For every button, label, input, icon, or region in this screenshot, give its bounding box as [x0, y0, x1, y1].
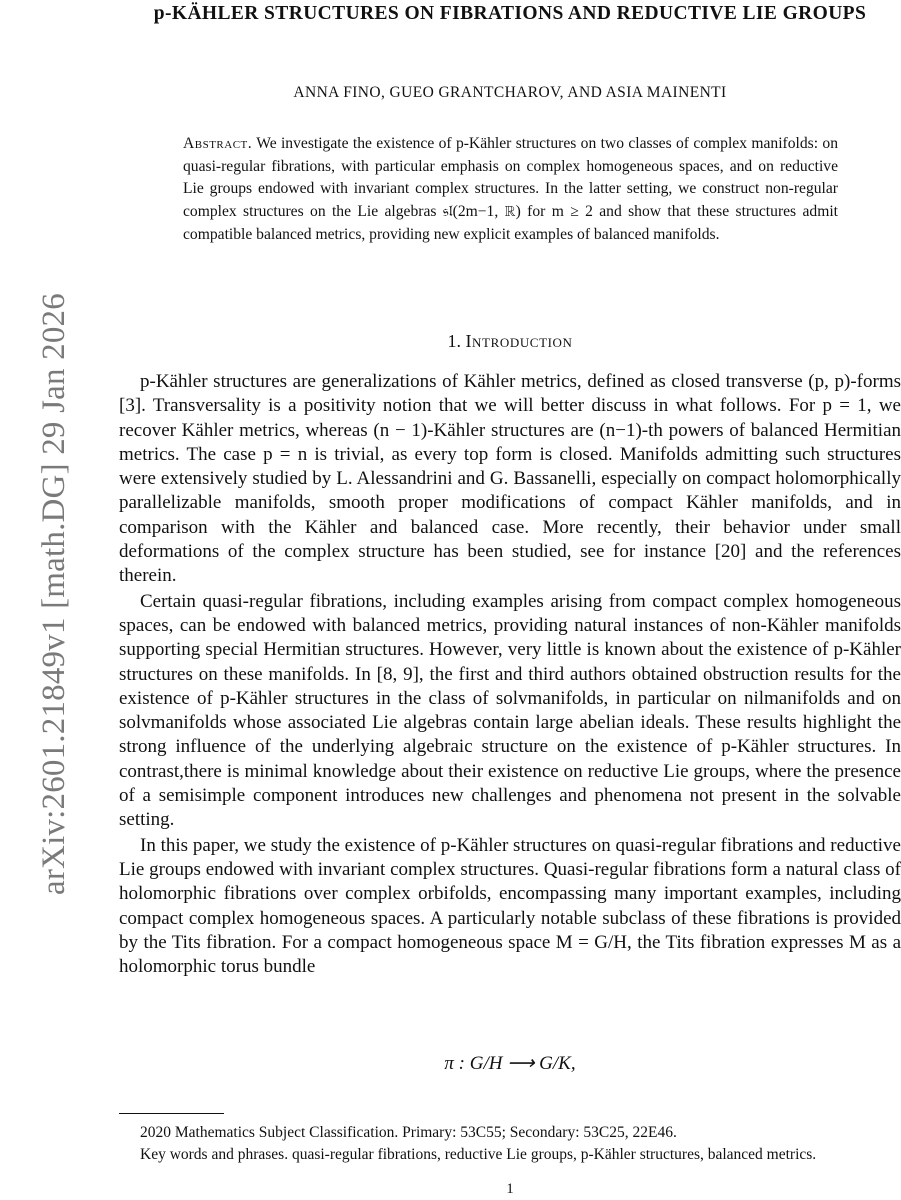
section-number: 1. — [447, 331, 461, 351]
paper-authors: ANNA FINO, GUEO GRANTCHAROV, AND ASIA MAINENTI — [293, 84, 727, 101]
footnotes — [119, 1122, 901, 1165]
keywords-footnote: Key words and phrases. quasi-regular fibrations, reductive Lie groups, p-Kähler structures, balanced metrics. — [140, 1145, 817, 1163]
msc-footnote: 2020 Mathematics Subject Classification. Primary: 53C55; Secondary: 53C25, 22E46. — [140, 1124, 677, 1141]
paragraph: Certain quasi-regular fibrations, including examples arising from compact complex homogeneous spaces, can be endowed with balanced metrics, providing natural instances of non-Kähler manifolds supporting special Hermitian structures. However, very little is known about the existence of p-Kähler structures on these manifolds. In [8, 9], the first and third authors obtained obstruction results for the existence of p-Kähler structures in the class of solvmanifolds, in particular on nilmanifolds and on solvmanifolds whose associated Lie algebras contain large abelian ideals. These results highlight the strong influence of the underlying algebraic structure on the existence of p-Kähler structures. In contrast,there is minimal knowledge about their existence on reductive Lie groups, where the presence of a semisimple component introduces new challenges and phenomena not present in the solvable setting. — [119, 590, 901, 831]
section-heading — [110, 331, 901, 352]
arxiv-identifier-stamp: arXiv:2601.21849v1 [math.DG] 29 Jan 2026 — [36, 293, 72, 895]
page-number: 1 — [506, 1181, 514, 1197]
footnote-rule — [119, 1113, 224, 1114]
introduction-body — [119, 370, 901, 980]
abstract-label: Abstract. — [183, 135, 253, 152]
paragraph: p-Kähler structures are generalizations of Kähler metrics, defined as closed transverse (p, p)-forms [3]. Transversality is a positivity notion that we will better discuss in what follows. For p = 1, we recover Kähler metrics, whereas (n − 1)-Kähler structures are (n−1)-th powers of balanced Hermitian metrics. The case p = n is trivial, as every top form is closed. Manifolds admitting such structures were extensively studied by L. Alessandrini and G. Bassanelli, especially on compact holomorphically parallelizable manifolds, smooth proper modifications of compact Kähler manifolds, and in comparison with the Kähler and balanced case. More recently, their behavior under small deformations of the complex structure has been studied, see for instance [20] and the references therein. — [119, 371, 901, 587]
section-title: Introduction — [465, 331, 573, 351]
paper-title: p-KÄHLER STRUCTURES ON FIBRATIONS AND REDUCTIVE LIE GROUPS — [153, 3, 867, 24]
abstract-text: We investigate the existence of p-Kähler structures on two classes of complex manifolds: on quasi-regular fibrations, with particular emphasis on complex homogeneous spaces, and on reductive Lie groups endowed with invariant complex structures. In the latter setting, we construct non-regular complex structures on the Lie algebras 𝔰𝔩(2m−1, ℝ) for m ≥ 2 and show that these structures admit compatible balanced metrics, providing new explicit examples of balanced manifolds. — [183, 135, 838, 243]
paragraph: In this paper, we study the existence of p-Kähler structures on quasi-regular fibrations and reductive Lie groups endowed with invariant complex structures. Quasi-regular fibrations form a natural class of holomorphic fibrations over complex orbifolds, encompassing many important examples, including compact complex homogeneous spaces. A particularly notable subclass of these fibrations is provided by the Tits fibration. For a compact homogeneous space M = G/H, the Tits fibration expresses M as a holomorphic torus bundle — [119, 834, 901, 978]
display-equation: π : G/H ⟶ G/K, — [444, 1053, 576, 1074]
abstract — [183, 133, 838, 247]
